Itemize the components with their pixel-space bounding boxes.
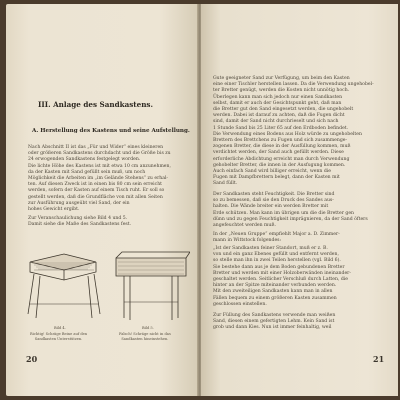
text-line: Erde schützen. Man kann im übrigen um die die Bretter gen xyxy=(213,210,354,216)
text-line: Mit den zweiteiligen Sandkasten kann man in allen xyxy=(213,289,333,295)
caption-line: Sandkasten Unterstützen. xyxy=(34,336,83,341)
figure-4-sandbox-drawing xyxy=(24,244,102,324)
text-line: 1 Stunde Sand bis 25 Liter 65 auf den Erdboden befindet. xyxy=(213,125,349,131)
page-number-left: 20 xyxy=(26,354,38,364)
left-page xyxy=(6,4,198,396)
text-line: „Ist der Sandkasten feiner Standort, muß er z. B. xyxy=(213,246,328,251)
text-line: Die lichte Höhe des Kastens ist mit etwa 10 cm anzunehmen, xyxy=(28,163,171,169)
text-line: Der Sandkasten steht Feuchtigkeit. Die Bretter sind xyxy=(213,192,335,197)
caption-line: Sandkasten hineinstehen. xyxy=(121,336,169,341)
right-paragraph-2 xyxy=(213,192,368,229)
text-line: Nach Abschnitt II ist das „Für und Wider“ eines kleineren xyxy=(28,145,164,150)
text-line: sind, damit der Sand nicht durchrieselt und sich nach xyxy=(213,119,339,125)
section-title: A. Herstellung des Kastens und seine Aufstellung. xyxy=(32,128,190,134)
right-paragraph-1 xyxy=(213,76,374,188)
text-line: werden. Dabei ist darauf zu achten, daß die Fugen dicht xyxy=(213,113,345,119)
text-line: Zur Veranschaulichung siehe Bild 4 und 5. xyxy=(28,216,128,221)
text-line: Sand, diesen einem gefertigten Lehm. Kein Sand ist xyxy=(213,319,335,325)
text-line: oder größeren Sandkastens durchdacht und die Größe bis zu xyxy=(28,151,171,157)
right-paragraph-4 xyxy=(213,246,351,308)
text-line: In der „Neuen Gruppe“ empfiehlt Major a. D. Zimmer- xyxy=(213,232,340,237)
text-line: hinter an der Spitze miteinander verbunden werden. xyxy=(213,283,337,289)
text-line: Sand füllt. xyxy=(213,181,238,187)
text-line: Brettern des Brettchens zu Fugen und sich zusammenge- xyxy=(213,138,348,144)
figure-5-sandbox-drawing xyxy=(112,244,190,324)
text-line: hohes Gewicht ergibt. xyxy=(28,207,80,213)
text-line: 24 erwogenden Sandkastens festgelegt worden. xyxy=(28,157,141,163)
text-line: die Bretter gut den Sand eingesetzt werden, die ungehobelt xyxy=(213,107,354,113)
text-line: eine einer Tischler herstellen lassen. Da die Verwendung ungehobel- xyxy=(213,82,374,88)
text-line: Überlegen kann man sich jedoch nur einen Sandkasten xyxy=(213,94,343,100)
open-book xyxy=(6,4,398,396)
figure-5-label: Bild 5. xyxy=(142,326,154,330)
text-line: dünn und zu gegen Feuchtigkeit imprägnieren, da der Sand öfters xyxy=(213,216,368,222)
figure-4-caption xyxy=(30,332,87,341)
text-line: mann in Wittstock folgendes: xyxy=(213,238,282,244)
text-line: so zu bemessen, daß sie den Druck des Sandes aus- xyxy=(213,198,334,204)
text-line: erforderliche Abdichtung erreicht man durch Verwendung xyxy=(213,156,350,162)
text-line: angefeuchtet werden muß. xyxy=(213,223,276,229)
text-line: Möglichkeit die Arbeiten im „im Gelände Stehens“ zu erhal- xyxy=(28,176,168,182)
text-line: Sie bestehe dann aus je dem Boden gebundenen Bretter xyxy=(213,264,345,270)
text-line: geschlossen einstellen. xyxy=(213,301,267,307)
caption-line: Richtig! Schräge Beine auf den xyxy=(30,332,88,336)
figure-4-label: Bild 4. xyxy=(54,326,66,330)
text-line: zur Ausführung ausgeübt viel Sand, der ein xyxy=(28,200,130,206)
text-line: gestellt werden, daß die Grundfläche von mit allen Seiten xyxy=(28,194,163,200)
text-line: zogenen Bretter, die diese in der Ausfüllung kommen, muß xyxy=(213,144,351,150)
text-line: so stelle man ihn in zwei Teilen herstellen (vgl. Bild 6). xyxy=(213,258,341,264)
text-line: Auch einfach Sand wird billiger erreicht, wenn die xyxy=(213,169,331,175)
text-line: ten. Auf diesen Zweck ist in einen bis 80 cm sein erreicht xyxy=(28,182,163,188)
text-line: werden, sofern der Kasten auf einem Tisch ruht. Er soll so xyxy=(28,188,165,194)
text-line: Fällen bequem zu einem größeren Kasten zusammen xyxy=(213,295,337,301)
text-line: halten. Die Wände breiter ein werden Bretter mit xyxy=(213,204,329,210)
chapter-title: III. Anlage des Sandkastens. xyxy=(38,100,153,109)
caption-line: Falsch! Schräge nicht in das xyxy=(119,332,171,336)
text-line: von und ein ganz Ebenes gefüllt und entfernt werden, xyxy=(213,252,339,258)
left-paragraph-1 xyxy=(28,145,171,213)
right-paragraph-3 xyxy=(213,232,340,244)
text-line: Bretter und werden mit einer Holzoberwänden ineinander- xyxy=(213,270,351,276)
page-number-right: 21 xyxy=(373,354,385,364)
text-line: Gute geeigneter Sand zur Verfügung, um beim den Kasten xyxy=(213,76,350,81)
text-line: Fugen mit Dampfbrettern belegt, dann der Kasten mit xyxy=(213,175,340,181)
text-line: gehobelter Bretter, die innen in der Ausfugung kommen. xyxy=(213,162,346,168)
text-line: geschaltet werden. Seitlicher Verschluß durch Latten, die xyxy=(213,277,348,283)
text-line: Die Verwendung eines Bodens aus Holz würde zu ungehobelten xyxy=(213,131,362,137)
right-paragraph-5 xyxy=(213,313,335,332)
text-line: da der Kasten mit Sand gefüllt sein muß, um noch xyxy=(28,169,146,175)
text-line: selbst, damit er auch der Gesichtspunkt geht, daß man xyxy=(213,100,342,106)
left-paragraph-2 xyxy=(28,216,131,228)
text-line: Zur Füllung des Sandkastens verwende man weißen xyxy=(213,313,336,318)
text-line: Damit siehe die Maße des Sandkastens fest. xyxy=(28,222,132,228)
text-line: ter Bretter genügt, werden die Kosten nicht unnötig hoch. xyxy=(213,88,350,94)
right-page xyxy=(201,4,398,396)
text-line: grob und dann Kies. Nun ist immer feinhaltig, weil xyxy=(213,325,332,331)
figure-5-caption xyxy=(119,332,171,341)
text-line: verdichtet werden, der Sand auch gefüllt werden. Diese xyxy=(213,150,344,156)
